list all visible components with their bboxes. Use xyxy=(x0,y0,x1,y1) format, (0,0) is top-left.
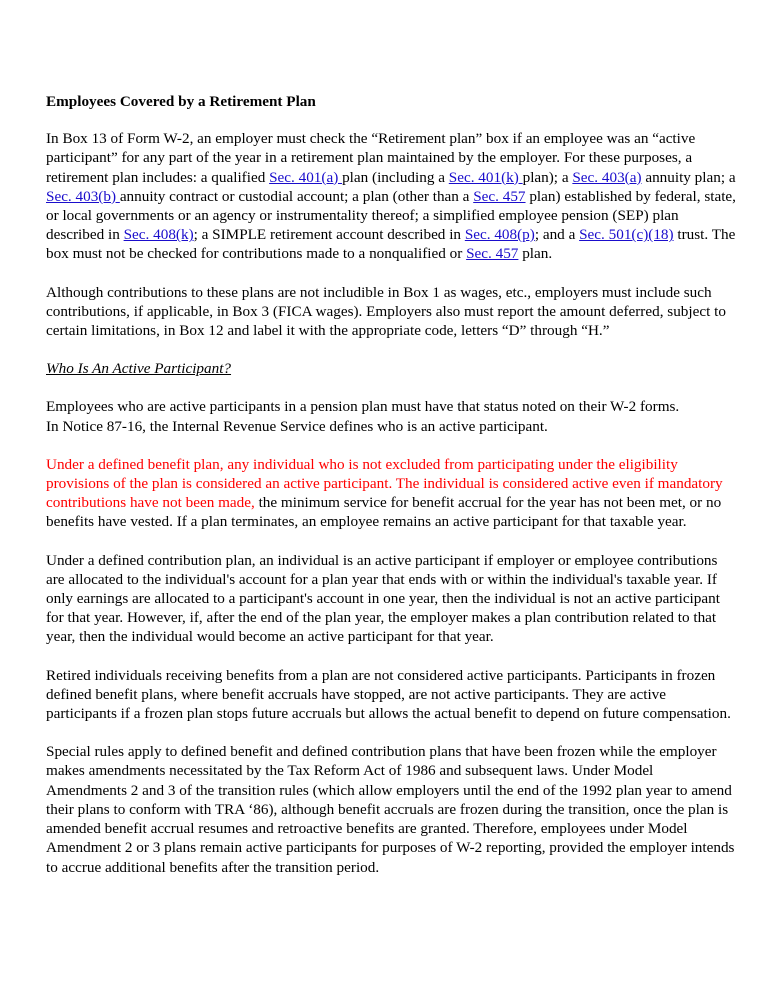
text: ; a SIMPLE retirement account described in xyxy=(193,226,465,244)
highlighted-text: Under a defined benefit plan, any individual who is not excluded from participating under the eligibility provisions of the plan is considered an active participant. The individual is considered active even if mandatory contributions have not been made, xyxy=(46,455,723,512)
link-sec-457-second[interactable]: Sec. 457 xyxy=(466,245,519,263)
link-sec-501c18[interactable]: Sec. 501(c)(18) xyxy=(579,226,674,244)
link-sec-408p[interactable]: Sec. 408(p) xyxy=(464,226,535,244)
paragraph-defined-contribution: Under a defined contribution plan, an individual is an active participant if employer or employee contributions are allocated to the individual's account for a plan year that ends with or within the individual's taxable year. If only earnings are allocated to a participant's account in one year, then the individual is not an active participant for that year. However, if, after the end of the plan year, the employer makes a plan contribution related to that year, then the individual would become an active participant for that year. xyxy=(46,551,720,646)
text: In Notice 87-16, the Internal Revenue Service defines who is an active participant. xyxy=(46,417,548,435)
paragraph-box13 xyxy=(46,129,736,263)
link-sec-403b[interactable]: Sec. 403(b) xyxy=(46,187,120,205)
link-sec-401a[interactable]: Sec. 401(a) xyxy=(269,168,343,186)
text: the minimum service for benefit accrual for the year has not been met, or no benefits have vested. If a plan terminates, an employee remains an active participant for that taxable year. xyxy=(46,494,722,531)
section-heading: Employees Covered by a Retirement Plan xyxy=(46,93,316,110)
text: trust. The box must not be checked for contributions made to a nonqualified or xyxy=(46,226,736,263)
text: plan. xyxy=(518,245,553,263)
text: plan); a xyxy=(522,168,573,186)
text: annuity contract or custodial account; a plan (other than a xyxy=(119,187,474,205)
text: plan (including a xyxy=(342,168,449,186)
subheading-active-participant: Who Is An Active Participant? xyxy=(46,360,232,378)
text: ; and a xyxy=(534,226,580,244)
link-sec-401k[interactable]: Sec. 401(k) xyxy=(448,168,523,186)
paragraph-active-status xyxy=(46,397,736,435)
paragraph-special-rules: Special rules apply to defined benefit and defined contribution plans that have been frozen while the employer makes amendments necessitated by the Tax Reform Act of 1986 and subsequent laws. Under Model Amendments 2 and 3 of the transition rules (which allow employers until the end of the 1992 plan year to amend their plans to conform with TRA ‘86), although benefit accruals are frozen during the transition, once the plan is amended benefit accrual resumes and retroactive benefits are granted. Therefore, employees under Model Amendment 2 or 3 plans remain active participants for purposes of W-2 reporting, provided the employer intends to accrue additional benefits after the transition period. xyxy=(46,743,735,876)
link-sec-408k[interactable]: Sec. 408(k) xyxy=(123,226,194,244)
link-sec-457[interactable]: Sec. 457 xyxy=(473,187,526,205)
text: plan) established by federal, state, or local governments or an agency or instrumentality thereof; a simplified employee pension (SEP) plan described in xyxy=(46,187,736,244)
link-sec-403a[interactable]: Sec. 403(a) xyxy=(572,168,642,186)
paragraph-defined-benefit xyxy=(46,455,736,532)
text: annuity plan; a xyxy=(641,168,736,186)
document-page xyxy=(46,92,736,896)
text: In Box 13 of Form W-2, an employer must check the “Retirement plan” box if an employee was an “active participant” for any part of the year in a retirement plan maintained by the employer. For these purposes, a retirement plan includes: a qualified xyxy=(46,130,696,186)
paragraph-contributions: Although contributions to these plans are not includible in Box 1 as wages, etc., employers must include such contributions, if applicable, in Box 3 (FICA wages). Employers also must report the amount deferred, subject to certain limitations, in Box 12 and label it with the appropriate code, letters “D” through “H.” xyxy=(46,283,726,340)
paragraph-retired-individuals: Retired individuals receiving benefits from a plan are not considered active participants. Participants in frozen defined benefit plans, where benefit accruals have stopped, are not active participants. They are active participants if a frozen plan stops future accruals but allows the actual benefit to depend on future compensation. xyxy=(46,666,731,723)
text: Employees who are active participants in a pension plan must have that status noted on their W-2 forms. xyxy=(46,398,680,416)
